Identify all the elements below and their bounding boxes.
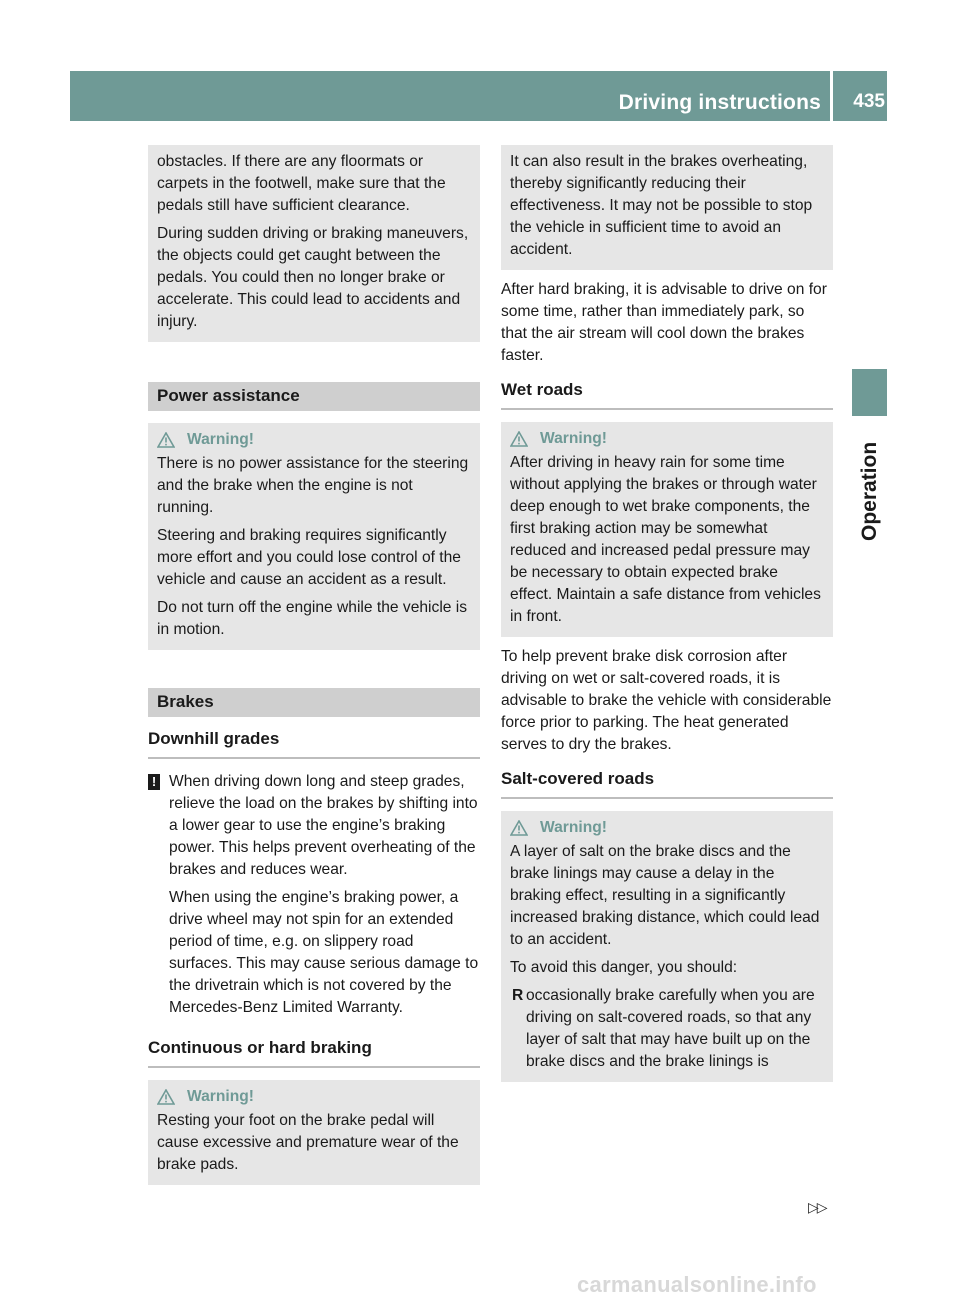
- body-paragraph: To help prevent brake disk corrosion after driving on wet or salt-covered roads, it is advisable to brake the vehicle with considerable force prior to parking. The heat generated serves to dry the brakes.: [501, 648, 832, 753]
- subheading-continuous-braking: Continuous or hard braking: [148, 1037, 480, 1068]
- warning-heading: [510, 817, 824, 839]
- warning-triangle-icon: [510, 431, 528, 447]
- warning-paragraph: Steering and braking requires significantly more effort and you could lose control of the vehicle and cause an accident as a result.: [157, 527, 461, 588]
- box-paragraph: obstacles. If there are any floormats or carpets in the footwell, make sure that the pedals still have sufficient clearance.: [157, 153, 446, 214]
- body-paragraph: After hard braking, it is advisable to drive on for some time, rather than immediately park, so that the air stream will cool down the brakes faster.: [501, 281, 827, 364]
- box-paragraph: During sudden driving or braking maneuvers, the objects could get caught between the pedals. You could then no longer brake or accelerate. This could lead to accidents and injury.: [157, 225, 469, 330]
- header-bar: [70, 71, 887, 121]
- continued-warning-box: [501, 145, 833, 270]
- side-tab-label: Operation: [858, 441, 881, 541]
- note-paragraph: When using the engine’s braking power, a drive wheel may not spin for an extended period of time, e.g. on slippery road surfaces. This may cause serious damage to the drivetrain which is not covered by the Mercedes-Benz Limited Warranty.: [169, 889, 479, 1016]
- warning-paragraph: Do not turn off the engine while the vehicle is in motion.: [157, 599, 468, 638]
- section-heading-power-assistance: Power assistance: [148, 382, 480, 411]
- warning-label: Warning!: [187, 431, 254, 448]
- warning-label: Warning!: [187, 1088, 254, 1105]
- chapter-title: Driving instructions: [618, 91, 821, 114]
- warning-label: Warning!: [540, 819, 607, 836]
- warning-triangle-icon: [157, 432, 175, 448]
- watermark: carmanualsonline.info: [577, 1272, 817, 1297]
- section-heading-brakes: Brakes: [148, 688, 480, 717]
- subheading-wet-roads: Wet roads: [501, 379, 833, 410]
- continue-arrows-icon: ▷▷: [808, 1199, 826, 1215]
- left-column: [148, 145, 480, 1185]
- warning-box-power: [148, 423, 480, 650]
- side-tab: [850, 121, 887, 621]
- warning-heading: [157, 1086, 471, 1108]
- box-paragraph: It can also result in the brakes overheating, thereby significantly reducing their effectiveness. It may not be possible to stop the vehicle in sufficient time to avoid an accident.: [510, 153, 813, 258]
- note-exclamation-icon: !: [148, 774, 160, 790]
- warning-label: Warning!: [540, 430, 607, 447]
- right-column: [501, 145, 833, 1082]
- continued-warning-box: [148, 145, 480, 342]
- warning-paragraph: There is no power assistance for the steering and the brake when the engine is not running.: [157, 455, 469, 516]
- subheading-salt-covered-roads: Salt-covered roads: [501, 768, 833, 799]
- header-separator: [830, 71, 833, 121]
- warning-box-wet: [501, 422, 833, 637]
- warning-box-salt: [501, 811, 833, 1082]
- warning-paragraph: Resting your foot on the brake pedal will cause excessive and premature wear of the brake pads.: [157, 1112, 459, 1173]
- warning-triangle-icon: [157, 1089, 175, 1105]
- warning-box-brake-pedal: [148, 1080, 480, 1185]
- warning-paragraph: A layer of salt on the brake discs and the brake linings may cause a delay in the braking effect, resulting in a significantly increased braking distance, which could lead to an accident.: [510, 843, 820, 948]
- warning-heading: [157, 429, 471, 451]
- page-number: 435: [853, 91, 885, 112]
- note-block: [148, 771, 480, 1019]
- warning-paragraph: To avoid this danger, you should:: [510, 959, 738, 976]
- note-paragraph: When driving down long and steep grades, relieve the load on the brakes by shifting into a lower gear to use the engine’s braking power. This helps prevent overheating of the brakes and reduces wear.: [169, 773, 478, 878]
- warning-triangle-icon: [510, 820, 528, 836]
- bullet-item: [510, 985, 824, 1073]
- bullet-marker: R: [512, 987, 524, 1004]
- bullet-text: occasionally brake carefully when you are driving on salt-covered roads, so that any layer of salt that may have built up on the brake discs and the brake linings is: [526, 987, 815, 1070]
- warning-paragraph: After driving in heavy rain for some time without applying the brakes or through water deep enough to wet brake components, the first braking action may be somewhat reduced and increased pedal pressure may be necessary to obtain expected brake effect. Maintain a safe distance from vehicles in front.: [510, 454, 821, 625]
- warning-heading: [510, 428, 824, 450]
- subheading-downhill-grades: Downhill grades: [148, 728, 480, 759]
